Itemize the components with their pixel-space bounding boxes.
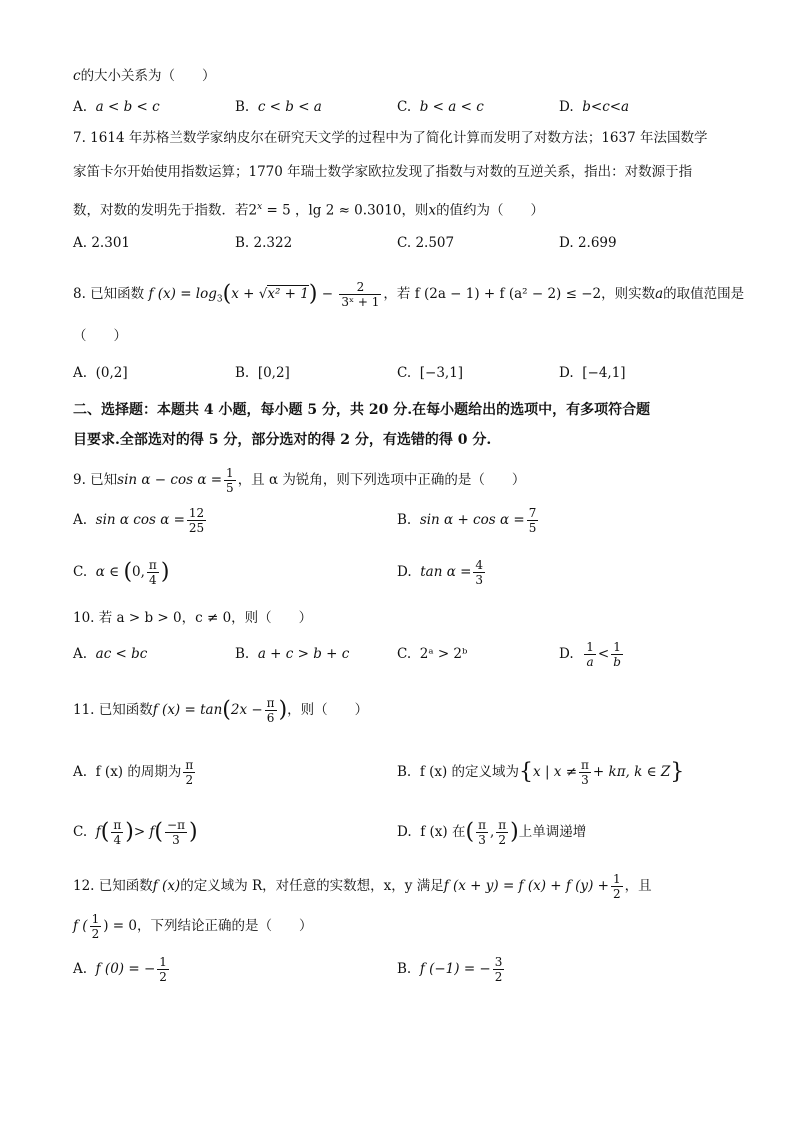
option-letter: C. [397, 99, 412, 115]
option-expr: tan α = [420, 564, 472, 580]
frac-num: −π [167, 818, 185, 832]
q9-option-b[interactable] [397, 506, 540, 535]
option-expr: f (0) = − [95, 961, 156, 977]
q10-option-d[interactable] [559, 640, 625, 669]
q7-base: 2 [248, 202, 258, 219]
frac-num: 1 [91, 912, 100, 926]
q8-func: f (x) = log [148, 286, 217, 302]
frac-den: 2 [612, 887, 621, 901]
q8-prefix: 8. 已知函数 [73, 286, 145, 302]
brace-open: { [519, 759, 534, 785]
option-fraction [187, 506, 206, 535]
q6-option-d[interactable] [559, 96, 629, 118]
frac-den: 25 [188, 521, 205, 535]
q9-option-c[interactable] [73, 558, 169, 587]
frac-num: 1 [586, 640, 594, 654]
q8-arg: x + [231, 286, 259, 302]
option-letter: C. [73, 824, 88, 840]
paren-open: ( [100, 819, 110, 845]
q12-prefix: 12. 已知函数 [73, 878, 153, 894]
option-letter: A. [73, 365, 88, 381]
option-text: f (x) 的周期为 [95, 764, 182, 780]
option-fraction-1 [476, 818, 488, 847]
q6-stem [73, 66, 216, 86]
brace-close: } [670, 759, 685, 785]
q11-prefix: 11. 已知函数 [73, 702, 153, 718]
q10-stem: 10. 若 a > b > 0，c ≠ 0，则（ ） [73, 610, 313, 626]
frac-num: π [113, 818, 122, 832]
frac-den: 5 [226, 481, 234, 495]
option-letter: A. [73, 961, 88, 977]
paren-open: ( [123, 559, 133, 585]
q8-option-c[interactable] [397, 362, 463, 384]
option-letter: B. [235, 365, 250, 381]
frac-den: 2 [159, 970, 167, 984]
section2-heading-line2: 目要求.全部选对的得 5 分，部分选对的得 2 分，有选错的得 0 分. [73, 432, 492, 448]
q6-option-b[interactable] [235, 96, 322, 118]
option-expr: 2.322 [253, 235, 293, 251]
q12-func: f (x) [152, 878, 181, 894]
option-fraction [493, 955, 505, 984]
option-lt: < [597, 646, 610, 662]
paren-close: ) [125, 819, 134, 845]
option-expr: ac < bc [95, 646, 148, 662]
option-letter: D. [559, 99, 574, 115]
frac-num: 12 [188, 506, 205, 520]
option-letter: C. [73, 564, 88, 580]
option-fraction [579, 758, 591, 787]
frac-num: π [478, 818, 486, 832]
set-tail: + kπ, k ∈ Z [592, 764, 671, 780]
frac-num: 1 [159, 955, 167, 969]
option-letter: A. [73, 99, 88, 115]
q11-tail: ，则（ ） [287, 702, 369, 718]
frac-den: b [613, 655, 621, 669]
option-letter: A. [73, 235, 88, 251]
option-fraction-2 [165, 818, 187, 847]
q7-var-x: x [428, 202, 437, 219]
q12-tail: ，且 [624, 878, 652, 894]
frac-num: 4 [475, 558, 484, 572]
q11-option-a[interactable] [73, 758, 197, 787]
q6-stem-tail: 的大小关系为（ ） [80, 68, 216, 84]
q11-option-b[interactable] [397, 758, 684, 787]
q8-paren-open: ( [222, 281, 232, 307]
q9-tail: ，且 α 为锐角，则下列选项中正确的是（ ） [237, 472, 526, 488]
q7-tail: 的值约为（ ） [436, 202, 545, 219]
option-expr: sin α + cos α = [419, 512, 525, 528]
option-expr: f (−1) = − [419, 961, 491, 977]
q9-stem [73, 466, 525, 495]
q7-text: 数，对数的发明先于指数．若 [73, 202, 249, 219]
q8-log-base: 3 [216, 294, 223, 305]
option-letter: B. [235, 235, 250, 251]
q9-prefix: 9. 已知 [73, 472, 118, 488]
q12-line2 [73, 912, 312, 941]
option-letter: D. [397, 824, 412, 840]
q12-eq: f (x + y) = f (x) + f (y) + [443, 878, 609, 894]
option-fraction [147, 558, 159, 587]
option-func: f [95, 824, 101, 840]
frac-den: 3ˣ + 1 [341, 295, 380, 309]
option-letter: D. [559, 235, 574, 251]
q6-option-a[interactable] [73, 96, 160, 118]
option-fraction-1 [111, 818, 123, 847]
q11-fraction [265, 696, 277, 725]
paren-close: ) [160, 559, 170, 585]
option-letter: A. [73, 764, 88, 780]
option-expr: sin α cos α = [95, 512, 185, 528]
q9-option-d[interactable] [397, 558, 487, 587]
option-expr: [−3,1] [419, 365, 464, 381]
frac-den: 3 [475, 573, 484, 587]
q12-option-a[interactable] [73, 955, 171, 984]
q8-option-d[interactable] [559, 362, 626, 384]
q8-sqrt: √x² + 1 [258, 286, 309, 302]
q11-stem [73, 696, 368, 725]
frac-num: π [148, 558, 157, 572]
q12-func2: f ( [73, 918, 88, 934]
frac-den: 2 [494, 970, 503, 984]
option-fraction-2 [496, 818, 508, 847]
q7-line1: 7. 1614 年苏格兰数学家纳皮尔在研究天文学的过程中为了简化计算而发明了对数方法；1637 年法国数学 [73, 130, 708, 146]
q6-var-c: c [73, 68, 81, 84]
frac-num: 3 [494, 955, 503, 969]
option-gt: > f [133, 824, 155, 840]
option-fraction [157, 955, 169, 984]
option-expr: (0,2] [95, 365, 128, 381]
paren-close: ) [510, 819, 519, 845]
q7-option-c[interactable] [397, 232, 454, 254]
q8-sqrt-arg: x² + 1 [267, 286, 309, 302]
q8-stem [73, 280, 744, 310]
q11-func: f (x) = tan [152, 702, 223, 718]
q8-paren-close: ) [308, 281, 318, 307]
q12-option-b[interactable] [397, 955, 506, 984]
frac-num: π [185, 758, 194, 772]
q8-tail: 的取值范围是 [663, 286, 745, 302]
option-text: f (x) 在 [420, 824, 466, 840]
paren-open: ( [465, 819, 475, 845]
q12-fraction2 [90, 912, 102, 941]
q8-option-b[interactable] [235, 362, 290, 384]
option-letter: C. [397, 646, 412, 662]
section2-heading-line1: 二、选择题：本题共 4 小题，每小题 5 分，共 20 分.在每小题给出的选项中，有多项符合题 [73, 402, 651, 418]
option-fraction [473, 558, 485, 587]
option-letter: D. [397, 564, 412, 580]
option-expr: 2ᵃ > 2ᵇ [419, 646, 468, 662]
q10-option-b[interactable] [235, 643, 349, 665]
frac-den: 2 [91, 927, 100, 941]
frac-num: π [266, 696, 275, 710]
frac-num: 1 [226, 466, 234, 480]
option-expr: 2.699 [577, 235, 617, 251]
q6-option-c[interactable] [397, 96, 484, 118]
option-expr: [0,2] [257, 365, 290, 381]
q7-option-a[interactable] [73, 232, 130, 254]
q11-option-c[interactable] [73, 818, 198, 847]
option-letter: C. [397, 365, 412, 381]
option-letter: D. [559, 646, 574, 662]
q7-option-b[interactable] [235, 232, 292, 254]
option-letter: B. [397, 512, 412, 528]
option-fraction [183, 758, 195, 787]
q10-option-a[interactable] [73, 643, 147, 665]
paren-open: ( [154, 819, 164, 845]
q7-text2: ，则 [401, 202, 429, 219]
option-letter: B. [235, 646, 250, 662]
frac-num: 1 [611, 640, 623, 655]
option-text: f (x) 的定义域为 [419, 764, 520, 780]
q7-option-d[interactable] [559, 232, 617, 254]
q9-expr: sin α − cos α = [117, 472, 223, 488]
q7-exp: x [257, 202, 263, 212]
option-letter: B. [235, 99, 250, 115]
option-expr: [−4,1] [582, 365, 626, 381]
frac-den: 4 [149, 573, 157, 587]
frac-den: 3 [478, 833, 486, 847]
q7-lg: lg 2 ≈ 0.3010 [308, 202, 402, 219]
q12-tail2: ，下列结论正确的是（ ） [136, 918, 313, 934]
q11-arg: 2x − [230, 702, 263, 718]
q8-minus: − [317, 286, 338, 302]
frac-den: 3 [172, 833, 180, 847]
option-letter: D. [559, 365, 574, 381]
option-letter: C. [397, 235, 412, 251]
option-fraction-2 [611, 640, 623, 669]
interval-lower: 0, [132, 564, 145, 580]
q8-cond: ，若 f (2a − 1) + f (a² − 2) ≤ −2，则实数 [383, 286, 656, 302]
q9-fraction [224, 466, 236, 495]
q7-eq: = 5 ， [262, 202, 309, 219]
frac-den: a [586, 655, 594, 669]
frac-num: 2 [339, 280, 381, 295]
q12-fraction [611, 872, 623, 901]
frac-den: 4 [113, 833, 122, 847]
q7-line3 [73, 197, 544, 221]
paren-open: ( [222, 697, 231, 723]
frac-num: 1 [612, 872, 621, 886]
paren-close: ) [278, 697, 288, 723]
option-expr: α ∈ [95, 564, 124, 580]
option-letter: A. [73, 512, 88, 528]
option-letter: B. [397, 961, 412, 977]
q8-option-a[interactable] [73, 362, 128, 384]
option-fraction-1 [584, 640, 596, 669]
q8-var-a: a [655, 286, 664, 302]
option-expr: 2.507 [415, 235, 455, 251]
q11-option-d[interactable]: D. f (x) 在( $\frac{\pi}{3}$ , $\frac{\pi}{2}$ )上单调递增 [397, 818, 587, 847]
q9-option-a[interactable] [73, 506, 208, 535]
frac-den: 3 [581, 773, 589, 787]
option-expr: a + c > b + c [257, 646, 350, 662]
q10-option-c[interactable] [397, 643, 467, 665]
option-expr: 2.301 [91, 235, 130, 251]
frac-den: 5 [528, 521, 537, 535]
option-expr: b<c<a [582, 99, 630, 115]
frac-num: π [581, 758, 589, 772]
q8-fraction [339, 280, 381, 309]
frac-num: π [498, 818, 507, 832]
option-tail: 上单调递增 [518, 824, 587, 840]
q12-eq2: ) = 0 [103, 918, 137, 934]
q12-text: 的定义域为 R，对任意的实数想，x，y 满足 [180, 878, 444, 894]
frac-den: 6 [266, 711, 275, 725]
set-builder: x | x ≠ [533, 764, 578, 780]
frac-den: 2 [498, 833, 507, 847]
q12-line1 [73, 872, 652, 901]
option-expr: c < b < a [257, 99, 322, 115]
option-letter: B. [397, 764, 412, 780]
frac-num: 7 [528, 506, 537, 520]
q7-line2: 家笛卡尔开始使用指数运算；1770 年瑞士数学家欧拉发现了指数与对数的互逆关系，指出：对数源于指 [73, 164, 693, 180]
frac-den: 2 [185, 773, 194, 787]
q8-paren: （ ） [73, 328, 127, 344]
option-expr: b < a < c [419, 99, 484, 115]
option-expr: a < b < c [95, 99, 160, 115]
option-fraction [527, 506, 539, 535]
option-letter: A. [73, 646, 88, 662]
paren-close: ) [188, 819, 198, 845]
